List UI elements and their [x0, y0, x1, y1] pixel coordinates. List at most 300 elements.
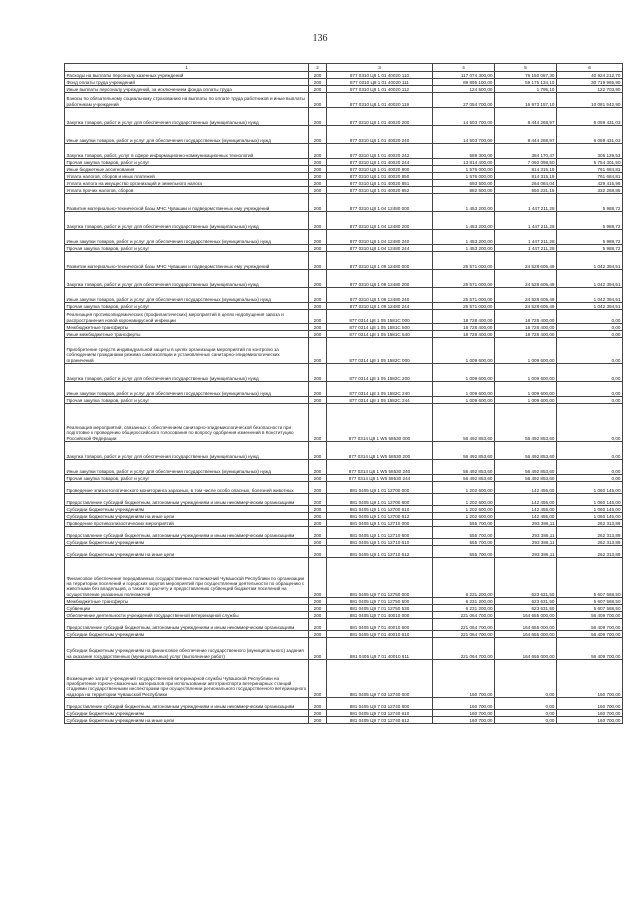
table-row [65, 475, 623, 482]
row-approved-amount: 1 009 600,00 [433, 397, 495, 404]
row-unexecuted-amount: 56 409 700,00 [557, 638, 623, 660]
row-unexecuted-amount: 0,00 [557, 310, 623, 324]
row-line-code: 200 [309, 546, 327, 558]
row-approved-amount: 89 895 100,00 [433, 79, 495, 86]
row-name: Иные закупки товаров, работ и услуг для обеспечения государственных (муниципальных) нужд [65, 382, 309, 397]
column-header: 5 [495, 64, 557, 72]
table-row [65, 166, 623, 173]
row-executed-amount: 8 444 268,97 [495, 108, 557, 126]
row-line-code: 200 [309, 159, 327, 166]
row-line-code: 200 [309, 303, 327, 310]
row-unexecuted-amount: 0,00 [557, 331, 623, 338]
table-header-row [65, 64, 623, 72]
row-budget-code: 877 0314 Ц8 1 05 1581С 500 [327, 324, 433, 331]
row-approved-amount: 27 054 700,00 [433, 93, 495, 108]
row-executed-amount: 8 444 268,97 [495, 126, 557, 144]
row-line-code: 200 [309, 475, 327, 482]
row-approved-amount: 14 503 700,00 [433, 126, 495, 144]
row-budget-code: 881 0405 Ц9 7 03 12740 600 [327, 698, 433, 710]
table-row [65, 506, 623, 513]
row-name: Прочая закупка товаров, работ и услуг [65, 159, 309, 166]
row-budget-code: 877 0310 Ц8 1 01 40020 800 [327, 166, 433, 173]
row-name: Развитие материально-технической базы МЧС Чувашии и подведомственных ему учреждений [65, 252, 309, 270]
row-line-code: 200 [309, 364, 327, 382]
row-executed-amount: 59 175 134,10 [495, 79, 557, 86]
row-approved-amount: 25 571 000,00 [433, 270, 495, 288]
row-executed-amount: 56 492 853,60 [495, 442, 557, 460]
column-header: 6 [557, 64, 623, 72]
row-approved-amount: 1 202 600,00 [433, 482, 495, 494]
row-unexecuted-amount: 122 703,90 [557, 86, 623, 93]
row-approved-amount: 689 300,00 [433, 144, 495, 159]
row-executed-amount: 814 315,19 [495, 173, 557, 180]
row-unexecuted-amount: 0,00 [557, 460, 623, 475]
row-name: Закупка товаров, работ и услуг для обеспечения государственных (муниципальных) нужд [65, 212, 309, 230]
table-row [65, 288, 623, 303]
row-line-code: 200 [309, 460, 327, 475]
row-approved-amount: 1 576 000,00 [433, 166, 495, 173]
row-approved-amount: 160 700,00 [433, 660, 495, 698]
row-executed-amount: 0,00 [495, 710, 557, 717]
row-line-code: 200 [309, 212, 327, 230]
row-line-code: 200 [309, 245, 327, 252]
column-header: 4 [433, 64, 495, 72]
row-unexecuted-amount: 160 700,00 [557, 710, 623, 717]
row-budget-code: 877 0310 Ц8 1 01 40020 850 [327, 173, 433, 180]
page-number: 136 [312, 33, 328, 44]
row-name: Обеспечение деятельности учреждений государственной ветеринарной службы [65, 612, 309, 619]
row-executed-amount: 384 170,47 [495, 144, 557, 159]
row-executed-amount: 164 655 000,00 [495, 631, 557, 638]
row-executed-amount: 623 631,50 [495, 605, 557, 612]
table-row [65, 245, 623, 252]
row-name: Иные межбюджетные трансферты [65, 331, 309, 338]
row-budget-code: 877 0310 Ц8 1 09 12480 000 [327, 252, 433, 270]
row-executed-amount: 7 060 098,50 [495, 159, 557, 166]
table-row [65, 79, 623, 86]
row-line-code: 200 [309, 288, 327, 303]
row-approved-amount: 1 453 200,00 [433, 230, 495, 245]
row-unexecuted-amount: 5 988,72 [557, 245, 623, 252]
row-unexecuted-amount: 5 754 301,50 [557, 159, 623, 166]
row-approved-amount: 14 503 700,00 [433, 108, 495, 126]
row-name: Возмещение затрат учреждений государственной ветеринарной службы Чувашской Республики на приобретение горюче-смазочных материалов при использовании автотранспорта ветеринарных станций стадиями государственными инспекторами при осуществлении регионального государственного ветеринарного надзора на территории Чувашской Республики [65, 660, 309, 698]
row-executed-amount: 56 492 853,60 [495, 475, 557, 482]
row-name: Субсидии бюджетным учреждениям на финансовое обеспечение государственного (муниципального) задания на оказание государственных (муниципальных) услуг (выполнение работ) [65, 638, 309, 660]
row-budget-code: 877 0310 Ц8 1 01 40020 244 [327, 159, 433, 166]
row-line-code: 200 [309, 397, 327, 404]
row-approved-amount: 18 728 400,00 [433, 310, 495, 324]
row-unexecuted-amount: 262 313,89 [557, 539, 623, 546]
row-line-code: 200 [309, 166, 327, 173]
row-executed-amount: 0,00 [495, 660, 557, 698]
row-approved-amount: 13 814 400,00 [433, 159, 495, 166]
row-executed-amount: 142 455,00 [495, 482, 557, 494]
row-name: Межбюджетные трансферты [65, 324, 309, 331]
row-line-code: 200 [309, 72, 327, 79]
row-unexecuted-amount: 56 409 700,00 [557, 612, 623, 619]
row-line-code: 200 [309, 252, 327, 270]
row-budget-code: 877 0314 Ц8 1 05 1581С 000 [327, 310, 433, 324]
row-line-code: 200 [309, 527, 327, 539]
row-approved-amount: 693 500,00 [433, 180, 495, 187]
table-row [65, 698, 623, 710]
row-name: Иные закупки товаров, работ и услуг для обеспечения государственных (муниципальных) нужд [65, 126, 309, 144]
row-unexecuted-amount: 1 060 145,00 [557, 513, 623, 520]
row-budget-code: 881 0405 Ц9 7 01 40010 000 [327, 612, 433, 619]
table-row [65, 72, 623, 79]
row-name: Субсидии бюджетным учреждениям [65, 506, 309, 513]
row-name: Субсидии бюджетным учреждениям на иные цели [65, 546, 309, 558]
table-row [65, 404, 623, 442]
row-name: Уплата налога на имущество организаций и земельного налога [65, 180, 309, 187]
table-row [65, 108, 623, 126]
row-approved-amount: 221 064 700,00 [433, 612, 495, 619]
row-budget-code: 877 0314 Ц8 1 05 1582С 244 [327, 397, 433, 404]
row-name: Прочая закупка товаров, работ и услуг [65, 397, 309, 404]
row-budget-code: 877 0314 Ц8 1 W5 58530 200 [327, 442, 433, 460]
row-name: Приобретение средств индивидуальной защиты в целях организации мероприятий по контролю за соблюдением гражданами режима самоизоляции и установленных санитарно-эпидемиологических ограничений [65, 338, 309, 364]
row-approved-amount: 1 202 600,00 [433, 494, 495, 506]
row-budget-code: 881 0405 Ц9 7 03 12740 612 [327, 717, 433, 724]
row-approved-amount: 221 064 700,00 [433, 631, 495, 638]
row-name: Предоставление субсидий бюджетным, автономным учреждениям и иным некоммерческим организациям [65, 527, 309, 539]
row-budget-code: 881 0405 Ц9 7 01 12750 530 [327, 605, 433, 612]
row-name: Закупка товаров, работ и услуг для обеспечения государственных (муниципальных) нужд [65, 108, 309, 126]
row-budget-code: 881 0405 Ц9 7 01 40010 611 [327, 638, 433, 660]
row-unexecuted-amount: 1 060 145,00 [557, 494, 623, 506]
row-unexecuted-amount: 761 684,81 [557, 166, 623, 173]
row-executed-amount: 0,00 [495, 717, 557, 724]
row-unexecuted-amount: 6 059 431,03 [557, 108, 623, 126]
row-line-code: 200 [309, 310, 327, 324]
table-row [65, 173, 623, 180]
row-executed-amount: 76 150 087,30 [495, 72, 557, 79]
row-unexecuted-amount: 0,00 [557, 324, 623, 331]
row-approved-amount: 117 074 300,00 [433, 72, 495, 79]
column-header: 1 [65, 64, 309, 72]
table-row [65, 638, 623, 660]
table-row [65, 482, 623, 494]
table-row [65, 338, 623, 364]
table-row [65, 558, 623, 598]
row-executed-amount: 1 795,10 [495, 86, 557, 93]
row-line-code: 200 [309, 404, 327, 442]
row-approved-amount: 160 700,00 [433, 698, 495, 710]
row-line-code: 200 [309, 86, 327, 93]
row-unexecuted-amount: 262 313,89 [557, 527, 623, 539]
row-approved-amount: 124 500,00 [433, 86, 495, 93]
table-row [65, 494, 623, 506]
table-row [65, 527, 623, 539]
row-line-code: 200 [309, 331, 327, 338]
row-line-code: 200 [309, 382, 327, 397]
table-row [65, 513, 623, 520]
row-unexecuted-amount: 0,00 [557, 364, 623, 382]
row-line-code: 200 [309, 482, 327, 494]
row-budget-code: 877 0310 Ц8 1 04 12480 000 [327, 194, 433, 212]
row-executed-amount: 293 386,11 [495, 527, 557, 539]
row-approved-amount: 1 009 600,00 [433, 338, 495, 364]
row-budget-code: 877 0310 Ц8 1 09 12480 240 [327, 288, 433, 303]
row-unexecuted-amount: 761 684,81 [557, 173, 623, 180]
row-budget-code: 881 0405 Ц9 1 01 12710 600 [327, 527, 433, 539]
row-approved-amount: 1 202 600,00 [433, 513, 495, 520]
row-name: Взносы по обязательному социальному страхованию на выплаты по оплате труда работников и иные выплаты работникам учреждений [65, 93, 309, 108]
row-approved-amount: 56 492 853,60 [433, 475, 495, 482]
row-name: Субвенции [65, 605, 309, 612]
row-unexecuted-amount: 56 409 700,00 [557, 631, 623, 638]
row-name: Проведение противоэпизоотических мероприятий [65, 520, 309, 527]
table-row [65, 252, 623, 270]
row-line-code: 200 [309, 612, 327, 619]
row-unexecuted-amount: 56 409 700,00 [557, 619, 623, 631]
row-budget-code: 881 0405 Ц9 1 01 12700 000 [327, 482, 433, 494]
row-budget-code: 877 0314 Ц8 1 W5 58530 000 [327, 404, 433, 442]
row-name: Межбюджетные трансферты [65, 598, 309, 605]
row-approved-amount: 1 453 200,00 [433, 212, 495, 230]
table-row [65, 598, 623, 605]
row-executed-amount: 1 009 600,00 [495, 397, 557, 404]
row-executed-amount: 623 631,50 [495, 558, 557, 598]
row-budget-code: 877 0310 Ц8 1 04 12480 240 [327, 230, 433, 245]
row-line-code: 200 [309, 494, 327, 506]
table-row [65, 194, 623, 212]
row-name: Развитие материально-технической базы МЧС Чувашии и подведомственных ему учреждений [65, 194, 309, 212]
row-approved-amount: 18 728 400,00 [433, 331, 495, 338]
row-budget-code: 881 0405 Ц9 1 01 12700 610 [327, 506, 433, 513]
row-line-code: 200 [309, 93, 327, 108]
row-approved-amount: 25 571 000,00 [433, 288, 495, 303]
row-budget-code: 877 0310 Ц8 1 09 12480 200 [327, 270, 433, 288]
row-unexecuted-amount: 1 060 145,00 [557, 482, 623, 494]
row-line-code: 200 [309, 126, 327, 144]
row-line-code: 200 [309, 631, 327, 638]
row-unexecuted-amount: 5 607 568,50 [557, 558, 623, 598]
row-unexecuted-amount: 0,00 [557, 397, 623, 404]
row-name: Прочая закупка товаров, работ и услуг [65, 303, 309, 310]
table-row [65, 364, 623, 382]
row-line-code: 200 [309, 108, 327, 126]
row-approved-amount: 160 700,00 [433, 710, 495, 717]
table-row [65, 631, 623, 638]
row-executed-amount: 550 231,15 [495, 187, 557, 194]
row-executed-amount: 293 386,11 [495, 546, 557, 558]
row-budget-code: 881 0405 Ц9 7 01 12750 000 [327, 558, 433, 598]
row-line-code: 200 [309, 187, 327, 194]
row-name: Субсидии бюджетным учреждениям [65, 631, 309, 638]
table-row [65, 442, 623, 460]
row-executed-amount: 56 492 853,60 [495, 404, 557, 442]
row-executed-amount: 164 655 000,00 [495, 612, 557, 619]
row-executed-amount: 18 728 400,00 [495, 331, 557, 338]
column-header: 2 [309, 64, 327, 72]
row-line-code: 200 [309, 324, 327, 331]
row-approved-amount: 1 576 000,00 [433, 173, 495, 180]
row-line-code: 200 [309, 717, 327, 724]
row-budget-code: 877 0314 Ц8 1 W5 58530 244 [327, 475, 433, 482]
row-approved-amount: 555 700,00 [433, 539, 495, 546]
row-name: Уплата налогов, сборов и иных платежей [65, 173, 309, 180]
row-budget-code: 881 0405 Ц9 7 03 12740 610 [327, 710, 433, 717]
row-unexecuted-amount: 160 700,00 [557, 698, 623, 710]
table-row [65, 126, 623, 144]
row-unexecuted-amount: 6 059 431,03 [557, 126, 623, 144]
row-name: Закупка товаров, работ, услуг в сфере информационно-коммуникационных технологий [65, 144, 309, 159]
row-approved-amount: 882 500,00 [433, 187, 495, 194]
row-budget-code: 881 0405 Ц9 7 01 40010 610 [327, 631, 433, 638]
row-line-code: 200 [309, 638, 327, 660]
row-unexecuted-amount: 1 042 394,51 [557, 270, 623, 288]
row-name: Иные закупки товаров, работ и услуг для обеспечения государственных (муниципальных) нужд [65, 460, 309, 475]
table-row [65, 710, 623, 717]
row-approved-amount: 1 009 600,00 [433, 364, 495, 382]
table-row [65, 546, 623, 558]
row-line-code: 200 [309, 558, 327, 598]
row-executed-amount: 164 655 000,00 [495, 638, 557, 660]
table-row [65, 660, 623, 698]
table-row [65, 187, 623, 194]
row-line-code: 200 [309, 506, 327, 513]
row-budget-code: 877 0314 Ц8 1 05 1582С 240 [327, 382, 433, 397]
row-executed-amount: 142 455,00 [495, 513, 557, 520]
row-budget-code: 877 0310 Ц8 1 04 12480 244 [327, 245, 433, 252]
row-line-code: 200 [309, 270, 327, 288]
table-row [65, 460, 623, 475]
row-executed-amount: 814 315,19 [495, 166, 557, 173]
row-executed-amount: 1 447 211,28 [495, 194, 557, 212]
row-approved-amount: 555 700,00 [433, 546, 495, 558]
row-executed-amount: 623 631,50 [495, 598, 557, 605]
row-name: Закупка товаров, работ и услуг для обеспечения государственных (муниципальных) нужд [65, 270, 309, 288]
row-name: Закупка товаров, работ и услуг для обеспечения государственных (муниципальных) нужд [65, 442, 309, 460]
row-executed-amount: 164 655 000,00 [495, 619, 557, 631]
row-line-code: 200 [309, 513, 327, 520]
row-line-code: 200 [309, 698, 327, 710]
row-executed-amount: 1 447 211,28 [495, 212, 557, 230]
row-unexecuted-amount: 1 042 394,51 [557, 252, 623, 270]
row-name: Субсидии бюджетным учреждениям на иные цели [65, 513, 309, 520]
row-approved-amount: 1 453 200,00 [433, 194, 495, 212]
table-row [65, 86, 623, 93]
row-budget-code: 881 0405 Ц9 1 01 12710 612 [327, 546, 433, 558]
row-unexecuted-amount: 5 988,72 [557, 194, 623, 212]
row-executed-amount: 293 386,11 [495, 520, 557, 527]
row-executed-amount: 142 455,00 [495, 494, 557, 506]
row-name: Уплата прочих налогов, сборов [65, 187, 309, 194]
table-row [65, 539, 623, 546]
row-unexecuted-amount: 262 313,89 [557, 520, 623, 527]
row-budget-code: 877 0310 Ц8 1 01 40020 240 [327, 126, 433, 144]
row-name: Иные закупки товаров, работ и услуг для обеспечения государственных (муниципальных) нужд [65, 288, 309, 303]
row-line-code: 200 [309, 180, 327, 187]
row-budget-code: 881 0405 Ц9 7 01 40010 600 [327, 619, 433, 631]
row-budget-code: 877 0314 Ц8 1 W5 58530 240 [327, 460, 433, 475]
row-line-code: 200 [309, 442, 327, 460]
row-unexecuted-amount: 40 924 212,70 [557, 72, 623, 79]
row-name: Субсидии бюджетным учреждениям [65, 710, 309, 717]
row-line-code: 200 [309, 539, 327, 546]
table-row [65, 397, 623, 404]
row-name: Иные выплаты персоналу учреждений, за исключением фонда оплаты труда [65, 86, 309, 93]
row-unexecuted-amount: 262 313,89 [557, 546, 623, 558]
row-unexecuted-amount: 0,00 [557, 338, 623, 364]
row-line-code: 200 [309, 230, 327, 245]
row-name: Фонд оплаты труда учреждений [65, 79, 309, 86]
table-row [65, 310, 623, 324]
row-approved-amount: 221 064 700,00 [433, 638, 495, 660]
row-budget-code: 881 0405 Ц9 7 03 12740 000 [327, 660, 433, 698]
row-unexecuted-amount: 5 988,72 [557, 212, 623, 230]
row-line-code: 200 [309, 605, 327, 612]
table-row [65, 612, 623, 619]
row-name: Иные закупки товаров, работ и услуг для обеспечения государственных (муниципальных) нужд [65, 230, 309, 245]
row-budget-code: 877 0310 Ц8 1 01 40020 852 [327, 187, 433, 194]
row-budget-code: 877 0310 Ц8 1 01 40020 110 [327, 72, 433, 79]
table-body [65, 72, 623, 724]
row-approved-amount: 25 571 000,00 [433, 252, 495, 270]
row-name: Реализация противоэпидемических (профилактических) мероприятий в целях недопущения завоза и распространения новой коронавирусной инфекции [65, 310, 309, 324]
row-unexecuted-amount: 0,00 [557, 442, 623, 460]
row-approved-amount: 6 231 200,00 [433, 598, 495, 605]
row-unexecuted-amount: 1 042 394,51 [557, 303, 623, 310]
table-row [65, 717, 623, 724]
row-budget-code: 877 0310 Ц8 1 01 40020 111 [327, 79, 433, 86]
row-executed-amount: 56 492 853,60 [495, 460, 557, 475]
row-name: Закупка товаров, работ и услуг для обеспечения государственных (муниципальных) нужд [65, 364, 309, 382]
table-row [65, 331, 623, 338]
row-approved-amount: 56 492 853,60 [433, 442, 495, 460]
row-name: Проведение эпизоотологического мониторинга заразных, в том числе особо опасных, болезней животных [65, 482, 309, 494]
row-unexecuted-amount: 5 607 568,50 [557, 605, 623, 612]
row-budget-code: 881 0405 Ц9 1 01 12700 612 [327, 513, 433, 520]
row-name: Предоставление субсидий бюджетным, автономным учреждениям и иным некоммерческим организациям [65, 494, 309, 506]
budget-execution-table [64, 63, 623, 724]
row-executed-amount: 24 528 605,49 [495, 288, 557, 303]
row-unexecuted-amount: 160 700,00 [557, 660, 623, 698]
row-executed-amount: 24 528 605,49 [495, 270, 557, 288]
row-approved-amount: 25 571 000,00 [433, 303, 495, 310]
row-unexecuted-amount: 0,00 [557, 404, 623, 442]
row-unexecuted-amount: 160 700,00 [557, 717, 623, 724]
table-row [65, 303, 623, 310]
row-unexecuted-amount: 5 988,72 [557, 230, 623, 245]
table-row [65, 93, 623, 108]
row-approved-amount: 56 492 853,60 [433, 404, 495, 442]
row-budget-code: 877 0310 Ц8 1 01 40020 200 [327, 108, 433, 126]
row-line-code: 200 [309, 173, 327, 180]
row-approved-amount: 6 231 200,00 [433, 558, 495, 598]
row-name: Расходы на выплаты персоналу казенных учреждений [65, 72, 309, 79]
table-row [65, 520, 623, 527]
row-line-code: 200 [309, 144, 327, 159]
row-approved-amount: 1 202 600,00 [433, 506, 495, 513]
row-line-code: 200 [309, 338, 327, 364]
row-approved-amount: 56 492 853,60 [433, 460, 495, 475]
row-budget-code: 877 0310 Ц8 1 01 40020 112 [327, 86, 433, 93]
row-executed-amount: 293 386,11 [495, 539, 557, 546]
row-unexecuted-amount: 1 060 145,00 [557, 506, 623, 513]
row-executed-amount: 142 455,00 [495, 506, 557, 513]
row-executed-amount: 18 728 400,00 [495, 310, 557, 324]
row-unexecuted-amount: 332 268,85 [557, 187, 623, 194]
row-executed-amount: 24 528 605,49 [495, 252, 557, 270]
row-budget-code: 881 0405 Ц9 1 01 12710 000 [327, 520, 433, 527]
row-budget-code: 877 0314 Ц8 1 05 1581С 540 [327, 331, 433, 338]
row-budget-code: 881 0405 Ц9 7 01 12750 500 [327, 598, 433, 605]
row-executed-amount: 24 528 605,49 [495, 303, 557, 310]
row-budget-code: 881 0405 Ц9 1 01 12700 600 [327, 494, 433, 506]
